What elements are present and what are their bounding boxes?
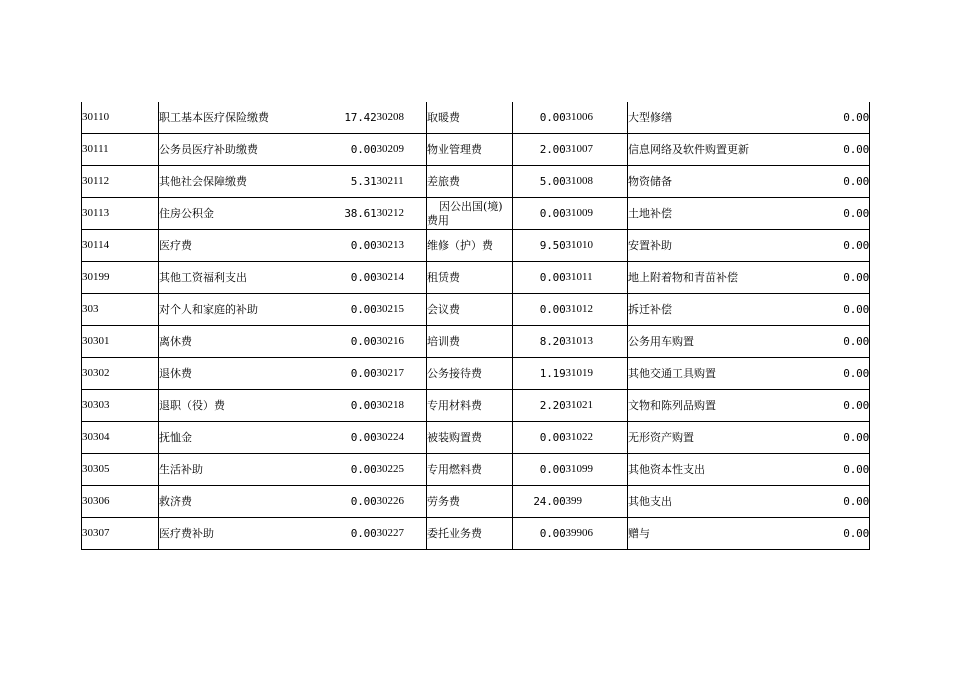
amount-cell: 0.00 xyxy=(513,294,566,326)
name-cell: 职工基本医疗保险缴费 xyxy=(159,102,299,134)
table-row xyxy=(82,166,870,198)
code-cell: 30110 xyxy=(82,102,159,134)
name-cell: 公务员医疗补助缴费 xyxy=(159,134,299,166)
amount-cell: 0.00 xyxy=(810,422,870,454)
code-cell: 31099 xyxy=(566,454,628,486)
name-cell: 取暖费 xyxy=(427,102,513,134)
amount-cell: 0.00 xyxy=(810,134,870,166)
amount-cell: 0.00 xyxy=(810,358,870,390)
code-cell: 31006 xyxy=(566,102,628,134)
amount-cell: 0.00 xyxy=(299,486,377,518)
amount-cell: 0.00 xyxy=(299,326,377,358)
amount-cell: 24.00 xyxy=(513,486,566,518)
amount-cell: 0.00 xyxy=(513,422,566,454)
code-cell: 399 xyxy=(566,486,628,518)
name-cell: 其他交通工具购置 xyxy=(628,358,810,390)
amount-cell: 0.00 xyxy=(299,358,377,390)
name-cell: 地上附着物和青苗补偿 xyxy=(628,262,810,294)
code-cell: 30217 xyxy=(377,358,427,390)
code-cell: 31013 xyxy=(566,326,628,358)
name-cell: 救济费 xyxy=(159,486,299,518)
code-cell: 30305 xyxy=(82,454,159,486)
name-cell: 退职（役）费 xyxy=(159,390,299,422)
name-cell-wrapped xyxy=(427,198,513,230)
amount-cell: 0.00 xyxy=(299,134,377,166)
name-cell: 退休费 xyxy=(159,358,299,390)
code-cell: 30218 xyxy=(377,390,427,422)
code-cell: 30211 xyxy=(377,166,427,198)
table-row xyxy=(82,102,870,134)
code-cell: 30304 xyxy=(82,422,159,454)
name-cell: 抚恤金 xyxy=(159,422,299,454)
code-cell: 31009 xyxy=(566,198,628,230)
name-cell: 公务接待费 xyxy=(427,358,513,390)
name-cell: 会议费 xyxy=(427,294,513,326)
amount-cell: 38.61 xyxy=(299,198,377,230)
amount-cell: 0.00 xyxy=(513,262,566,294)
name-cell: 赠与 xyxy=(628,518,810,550)
code-cell: 39906 xyxy=(566,518,628,550)
table-row xyxy=(82,422,870,454)
amount-cell: 9.50 xyxy=(513,230,566,262)
code-cell: 30214 xyxy=(377,262,427,294)
name-cell: 土地补偿 xyxy=(628,198,810,230)
amount-cell: 0.00 xyxy=(810,262,870,294)
amount-cell: 5.00 xyxy=(513,166,566,198)
code-cell: 30213 xyxy=(377,230,427,262)
name-cell: 被装购置费 xyxy=(427,422,513,454)
code-cell: 31007 xyxy=(566,134,628,166)
name-cell: 大型修缮 xyxy=(628,102,810,134)
table-row xyxy=(82,358,870,390)
name-cell: 其他社会保障缴费 xyxy=(159,166,299,198)
name-cell: 拆迁补偿 xyxy=(628,294,810,326)
table-row xyxy=(82,390,870,422)
name-cell: 公务用车购置 xyxy=(628,326,810,358)
code-cell: 30216 xyxy=(377,326,427,358)
code-cell: 30302 xyxy=(82,358,159,390)
code-cell: 30224 xyxy=(377,422,427,454)
code-cell: 30227 xyxy=(377,518,427,550)
table-row xyxy=(82,518,870,550)
code-cell: 31012 xyxy=(566,294,628,326)
name-cell: 委托业务费 xyxy=(427,518,513,550)
amount-cell: 1.19 xyxy=(513,358,566,390)
amount-cell: 0.00 xyxy=(810,390,870,422)
amount-cell: 0.00 xyxy=(810,326,870,358)
code-cell: 31019 xyxy=(566,358,628,390)
name-cell: 培训费 xyxy=(427,326,513,358)
code-cell: 30113 xyxy=(82,198,159,230)
code-cell: 30111 xyxy=(82,134,159,166)
code-cell: 30112 xyxy=(82,166,159,198)
name-cell: 无形资产购置 xyxy=(628,422,810,454)
code-cell: 30225 xyxy=(377,454,427,486)
name-cell: 生活补助 xyxy=(159,454,299,486)
code-cell: 30215 xyxy=(377,294,427,326)
code-cell: 30212 xyxy=(377,198,427,230)
amount-cell: 0.00 xyxy=(810,294,870,326)
name-cell: 信息网络及软件购置更新 xyxy=(628,134,810,166)
code-cell: 30226 xyxy=(377,486,427,518)
name-cell: 劳务费 xyxy=(427,486,513,518)
code-cell: 30114 xyxy=(82,230,159,262)
table-row xyxy=(82,454,870,486)
amount-cell: 0.00 xyxy=(810,198,870,230)
code-cell: 30301 xyxy=(82,326,159,358)
name-line-1: 因公出国(境) xyxy=(439,199,503,213)
amount-cell: 0.00 xyxy=(513,454,566,486)
amount-cell: 2.20 xyxy=(513,390,566,422)
amount-cell: 0.00 xyxy=(299,454,377,486)
amount-cell: 0.00 xyxy=(810,230,870,262)
name-cell: 对个人和家庭的补助 xyxy=(159,294,299,326)
code-cell: 30199 xyxy=(82,262,159,294)
name-line-2: 费用 xyxy=(427,213,449,227)
name-cell: 离休费 xyxy=(159,326,299,358)
amount-cell: 5.31 xyxy=(299,166,377,198)
amount-cell: 0.00 xyxy=(513,102,566,134)
amount-cell: 0.00 xyxy=(299,518,377,550)
amount-cell: 0.00 xyxy=(513,518,566,550)
name-cell: 租赁费 xyxy=(427,262,513,294)
code-cell: 31021 xyxy=(566,390,628,422)
name-cell: 其他支出 xyxy=(628,486,810,518)
amount-cell: 0.00 xyxy=(299,422,377,454)
amount-cell: 17.42 xyxy=(299,102,377,134)
code-cell: 30208 xyxy=(377,102,427,134)
code-cell: 30303 xyxy=(82,390,159,422)
code-cell: 31008 xyxy=(566,166,628,198)
amount-cell: 0.00 xyxy=(299,262,377,294)
name-cell: 文物和陈列品购置 xyxy=(628,390,810,422)
name-cell: 其他工资福利支出 xyxy=(159,262,299,294)
name-cell: 医疗费 xyxy=(159,230,299,262)
amount-cell: 0.00 xyxy=(810,518,870,550)
table-row xyxy=(82,134,870,166)
name-cell: 专用燃料费 xyxy=(427,454,513,486)
name-cell: 其他资本性支出 xyxy=(628,454,810,486)
name-cell: 安置补助 xyxy=(628,230,810,262)
amount-cell: 0.00 xyxy=(299,390,377,422)
budget-expense-table xyxy=(81,102,870,550)
amount-cell: 0.00 xyxy=(810,486,870,518)
amount-cell: 8.20 xyxy=(513,326,566,358)
table-row xyxy=(82,486,870,518)
code-cell: 303 xyxy=(82,294,159,326)
name-cell: 差旅费 xyxy=(427,166,513,198)
amount-cell: 0.00 xyxy=(299,230,377,262)
amount-cell: 0.00 xyxy=(299,294,377,326)
table-row xyxy=(82,262,870,294)
code-cell: 31010 xyxy=(566,230,628,262)
name-cell: 住房公积金 xyxy=(159,198,299,230)
name-cell: 物业管理费 xyxy=(427,134,513,166)
name-cell: 物资储备 xyxy=(628,166,810,198)
name-cell: 医疗费补助 xyxy=(159,518,299,550)
amount-cell: 0.00 xyxy=(810,102,870,134)
code-cell: 30209 xyxy=(377,134,427,166)
amount-cell: 0.00 xyxy=(810,454,870,486)
table-row xyxy=(82,230,870,262)
table-row xyxy=(82,326,870,358)
name-cell: 维修（护）费 xyxy=(427,230,513,262)
code-cell: 31022 xyxy=(566,422,628,454)
table-row xyxy=(82,198,870,230)
amount-cell: 0.00 xyxy=(513,198,566,230)
code-cell: 30307 xyxy=(82,518,159,550)
amount-cell: 0.00 xyxy=(810,166,870,198)
code-cell: 30306 xyxy=(82,486,159,518)
name-cell: 专用材料费 xyxy=(427,390,513,422)
amount-cell: 2.00 xyxy=(513,134,566,166)
code-cell: 31011 xyxy=(566,262,628,294)
table-row xyxy=(82,294,870,326)
